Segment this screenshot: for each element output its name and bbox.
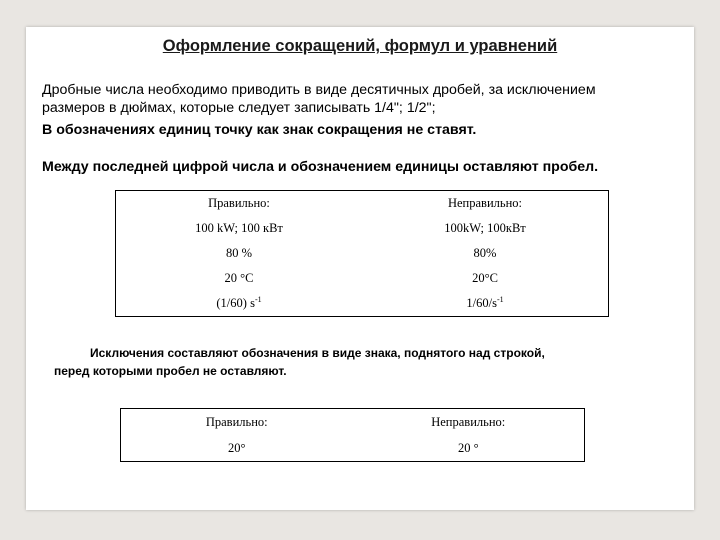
slide [26,27,694,510]
table-row [116,266,609,291]
cell-incorrect: 100kW; 100кВт [444,221,526,235]
paragraph-exceptions-line-1-text: Исключения составляют обозначения в виде знака, поднятого над строкой, [90,346,545,360]
header-incorrect: Неправильно: [447,196,522,210]
paragraph-exceptions-line-2: перед которыми пробел не оставляют. [54,364,287,378]
cell-incorrect: 20 ° [457,440,479,455]
paragraph-exceptions-line-1 [54,344,664,362]
paragraph-fractions-line-1: Дробные числа необходимо приводить в виде десятичных дробей, за исключением [42,82,596,98]
header-correct: Правильно: [205,414,268,429]
cell-incorrect-text: 1/60/s [466,296,497,311]
cell-incorrect: 20°С [472,271,498,285]
cell-correct [116,291,363,317]
table-row [116,241,609,266]
cell-incorrect: 80% [473,246,497,260]
cell-correct: 20 °С [224,271,254,285]
page-title: Оформление сокращений, формул и уравнений [162,37,558,55]
table-row [121,435,585,462]
cell-correct: 20° [228,440,246,455]
cell-correct: 80 % [225,246,253,260]
superscript-examples-table [120,408,585,462]
table-header-row [116,191,609,217]
cell-correct: 100 kW; 100 кВт [195,221,283,235]
table-row [116,291,609,317]
header-incorrect: Неправильно: [431,414,506,429]
paragraph-fractions-line-2: размеров в дюймах, которые следует записывать 1/4"; 1/2"; [42,100,436,116]
paragraph-abbreviation-dot: В обозначениях единиц точку как знак сокращения не ставят. [42,122,477,138]
space-examples-table [115,190,609,317]
cell-correct-text: (1/60) s [216,296,255,311]
paragraph-space-rule: Между последней цифрой числа и обозначением единицы оставляют пробел. [42,159,599,175]
cell-incorrect [362,291,609,317]
cell-correct-superscript: -1 [254,295,262,305]
paragraph-exceptions [54,344,664,380]
table-header-row [121,409,585,436]
header-correct: Правильно: [208,196,270,210]
paragraph-fractions [42,81,682,117]
table-row [116,216,609,241]
cell-incorrect-superscript: -1 [496,295,504,305]
